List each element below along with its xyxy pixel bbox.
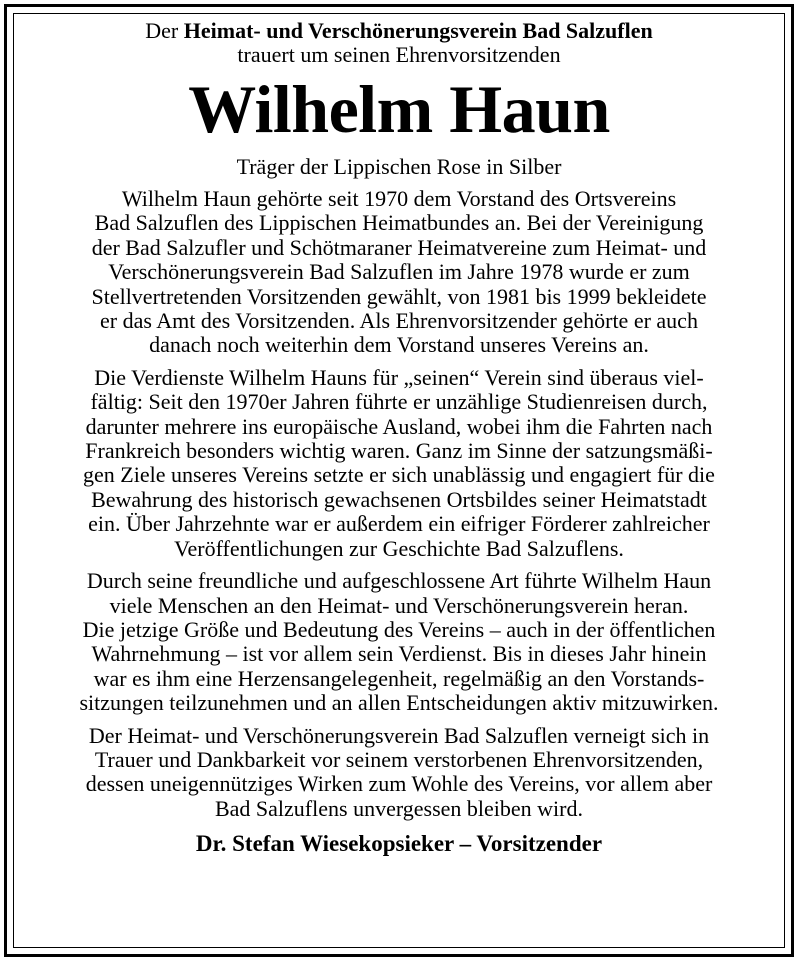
paragraph-line: Stellvertretenden Vorsitzenden gewählt, von 1981 bis 1999 bekleidete [91, 283, 707, 309]
paragraph-line: gen Ziele unseres Vereins setzte er sich unablässig und engagiert für die [83, 462, 715, 488]
notice-content [7, 19, 791, 857]
paragraph-line: Bad Salzuflens unvergessen bleiben wird. [214, 795, 583, 821]
paragraph-line: Die Verdienste Wilhelm Hauns für „seinen“ Verein sind überaus viel- [94, 364, 704, 390]
paragraph-line: viele Menschen an den Heimat- und Verschönerungsverein heran. [109, 592, 689, 618]
obituary-notice [4, 4, 794, 957]
paragraph-line: ein. Über Jahrzehnte war er außerdem ein eifriger Förderer zahlreicher [88, 511, 710, 537]
paragraph-4 [7, 724, 791, 822]
organization-name: Heimat- und Verschönerungsverein Bad Salzuflen [183, 18, 653, 43]
paragraph-line: Der Heimat- und Verschönerungsverein Bad Salzuflen verneigt sich in [88, 722, 710, 748]
paragraph-line: Die jetzige Größe und Bedeutung des Vereins – auch in der öffentlichen [82, 616, 716, 642]
paragraph-line: dessen uneigennütziges Wirken zum Wohle des Vereins, vor allem aber [85, 771, 713, 797]
signature: Dr. Stefan Wiesekopsieker – Vorsitzender [195, 831, 603, 857]
paragraph-line: darunter mehrere ins europäische Ausland, wobei ihm die Fahrten nach [85, 413, 713, 439]
paragraph-line: fältig: Seit den 1970er Jahren führte er unzählige Studienreisen durch, [90, 389, 708, 415]
paragraph-line: Verschönerungsverein Bad Salzuflen im Jahre 1978 wurde er zum [108, 259, 690, 285]
paragraph-line: Wilhelm Haun gehörte seit 1970 dem Vorstand des Ortsvereins [121, 186, 677, 211]
intro-line-1 [7, 19, 791, 43]
award-line: Träger der Lippischen Rose in Silber [236, 154, 562, 179]
intro-prefix: Der [145, 18, 184, 43]
paragraph-line: danach noch weiterhin dem Vorstand unseres Vereins an. [149, 332, 649, 358]
paragraph-line: war es ihm eine Herzensangelegenheit, regelmäßig an den Vorstands- [93, 665, 705, 691]
paragraph-line: der Bad Salzufler und Schötmaraner Heimatvereine zum Heimat- und [91, 234, 707, 260]
intro-line-2: trauert um seinen Ehrenvorsitzenden [237, 42, 561, 67]
paragraph-line: Durch seine freundliche und aufgeschlossene Art führte Wilhelm Haun [86, 568, 712, 594]
paragraph-line: Bewahrung des historisch gewachsenen Ortsbildes seiner Heimatstadt [91, 486, 707, 512]
paragraph-line: er das Amt des Vorsitzenden. Als Ehrenvorsitzender gehörte er auch [100, 308, 698, 334]
paragraph-line: Bad Salzuflen des Lippischen Heimatbundes an. Bei der Vereinigung [94, 210, 704, 236]
paragraph-line: sitzungen teilzunehmen und an allen Entscheidungen aktiv mitzuwirken. [79, 690, 719, 716]
paragraph-line: Trauer und Dankbarkeit vor seinem verstorbenen Ehrenvorsitzenden, [94, 746, 704, 772]
deceased-name: Wilhelm Haun [188, 71, 610, 147]
paragraph-line: Veröffentlichungen zur Geschichte Bad Salzuflens. [174, 535, 624, 561]
paragraph-3 [7, 569, 791, 715]
paragraph-line: Wahrnehmung – ist vor allem sein Verdienst. Bis in dieses Jahr hinein [91, 641, 707, 667]
paragraph-line: Frankreich besonders wichtig waren. Ganz im Sinne der satzungsmäßi- [85, 438, 713, 464]
paragraph-1 [7, 187, 791, 358]
paragraph-2 [7, 366, 791, 561]
